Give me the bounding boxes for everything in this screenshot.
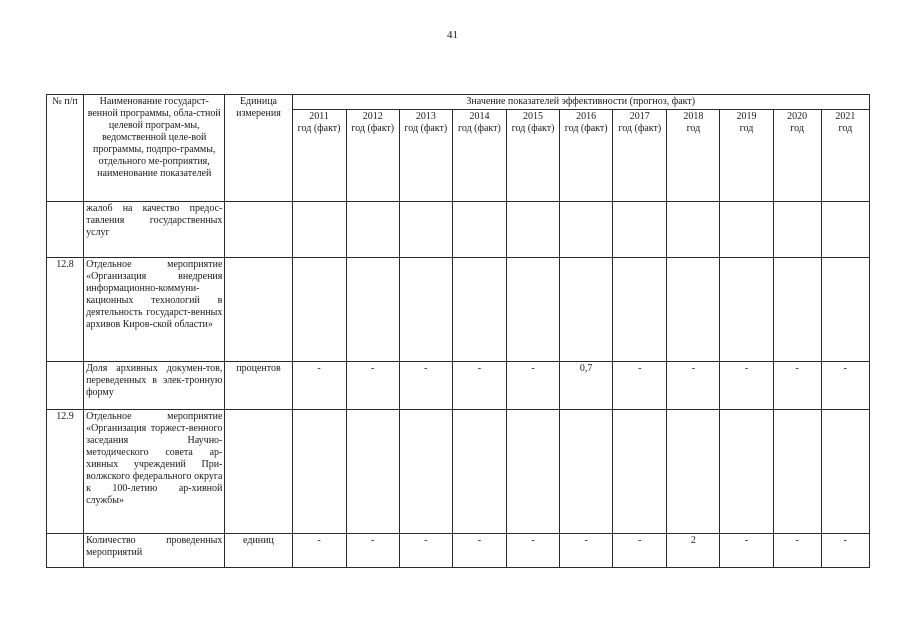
header-year-sublabel: год [790,123,804,134]
row-name: Количество проведенных мероприятий [84,534,225,568]
header-year-2020 [773,110,821,202]
table-body [47,202,870,568]
row-value-2018 [667,202,720,258]
header-year-label: 2020 [787,111,808,122]
row-value-2021 [821,202,869,258]
header-year-sublabel: год (факт) [297,123,341,134]
row-value-2018: - [667,362,720,410]
row-value-2019 [720,202,773,258]
header-year-label: 2013 [415,111,436,122]
header-year-2012 [346,110,399,202]
row-value-2019 [720,258,773,362]
row-value-2014: - [452,534,506,568]
table-row [47,362,870,410]
row-value-2016: - [560,534,613,568]
header-year-2017 [613,110,667,202]
row-number: 12.8 [47,258,84,362]
row-value-2014 [452,202,506,258]
row-value-2020 [773,258,821,362]
row-value-2013 [399,202,452,258]
row-number [47,202,84,258]
header-num: № п/п [47,95,84,202]
header-year-label: 2012 [362,111,383,122]
row-value-2017 [613,410,667,534]
header-year-sublabel: год (факт) [404,123,448,134]
indicators-table [46,94,870,568]
row-value-2018 [667,258,720,362]
header-year-label: 2021 [835,111,856,122]
row-value-2021: - [821,534,869,568]
header-year-2018 [667,110,720,202]
header-year-sublabel: год [838,123,853,134]
header-group: Значение показателей эффективности (прогноз, факт) [292,95,869,110]
row-value-2020 [773,202,821,258]
row-value-2016 [560,202,613,258]
header-year-label: 2011 [309,111,329,122]
table-row [47,410,870,534]
row-value-2011: - [292,534,346,568]
header-year-sublabel: год (факт) [511,123,555,134]
header-year-label: 2015 [523,111,544,122]
row-value-2013: - [399,534,452,568]
row-value-2020 [773,410,821,534]
row-value-2012 [346,202,399,258]
row-value-2018 [667,410,720,534]
row-unit [225,410,292,534]
row-unit: единиц [225,534,292,568]
header-year-2013 [399,110,452,202]
row-value-2015 [507,258,560,362]
row-value-2019 [720,410,773,534]
row-value-2013: - [399,362,452,410]
page-number: 41 [447,29,458,41]
row-value-2015: - [507,362,560,410]
header-year-2014 [452,110,506,202]
header-year-label: 2014 [469,111,490,122]
row-value-2017: - [613,362,667,410]
row-value-2014 [452,258,506,362]
header-year-2021 [821,110,869,202]
row-value-2020: - [773,534,821,568]
row-number [47,362,84,410]
row-value-2013 [399,258,452,362]
row-value-2021 [821,410,869,534]
row-value-2015: - [507,534,560,568]
row-value-2012: - [346,534,399,568]
row-name: Доля архивных докумен-тов, переведенных в элек-тронную форму [84,362,225,410]
row-value-2017: - [613,534,667,568]
header-year-sublabel: год [686,123,701,134]
header-year-sublabel: год (факт) [618,123,662,134]
row-value-2011 [292,202,346,258]
row-value-2011 [292,258,346,362]
row-unit: процентов [225,362,292,410]
row-unit [225,202,292,258]
row-value-2019: - [720,362,773,410]
row-value-2015 [507,410,560,534]
header-year-label: 2019 [736,111,757,122]
header-year-2016 [560,110,613,202]
header-year-sublabel: год (факт) [351,123,395,134]
header-unit: Единица измерения [225,95,292,202]
row-name: Отдельное мероприятие «Организация торжест-венного заседания Научно-методического совета ар-хивных учреждений При-волжского федерального округа к 100-летию ар-хивной службы» [84,410,225,534]
table-row [47,202,870,258]
table-row [47,258,870,362]
row-value-2014 [452,410,506,534]
row-value-2012: - [346,362,399,410]
row-value-2013 [399,410,452,534]
row-value-2016 [560,258,613,362]
header-year-2019 [720,110,773,202]
row-value-2017 [613,202,667,258]
row-value-2012 [346,410,399,534]
header-year-label: 2016 [576,111,597,122]
row-name: Отдельное мероприятие «Организация внедрения информационно-коммуни-кационных технологий в деятельность государст-венных архивов Киров-ской области» [84,258,225,362]
row-value-2012 [346,258,399,362]
row-unit [225,258,292,362]
row-value-2011 [292,410,346,534]
row-number [47,534,84,568]
row-value-2014: - [452,362,506,410]
header-name: Наименование государст-венной программы, обла-стной целевой програм-мы, ведомственной целе-вой программы, подпро-граммы, отдельного ме-роприятия, наименование показателей [84,95,225,202]
header-year-sublabel: год (факт) [564,123,608,134]
row-value-2021: - [821,362,869,410]
table-row [47,534,870,568]
row-value-2018: 2 [667,534,720,568]
row-name: жалоб на качество предос-тавления государственных услуг [84,202,225,258]
row-value-2016 [560,410,613,534]
row-value-2011: - [292,362,346,410]
row-number: 12.9 [47,410,84,534]
row-value-2020: - [773,362,821,410]
row-value-2021 [821,258,869,362]
header-year-sublabel: год [739,123,754,134]
table-header [47,95,870,202]
header-year-2015 [507,110,560,202]
header-year-label: 2018 [683,111,704,122]
row-value-2019: - [720,534,773,568]
header-year-2011 [292,110,346,202]
row-value-2016: 0,7 [560,362,613,410]
header-year-sublabel: год (факт) [458,123,501,134]
row-value-2015 [507,202,560,258]
row-value-2017 [613,258,667,362]
header-year-label: 2017 [629,111,650,122]
